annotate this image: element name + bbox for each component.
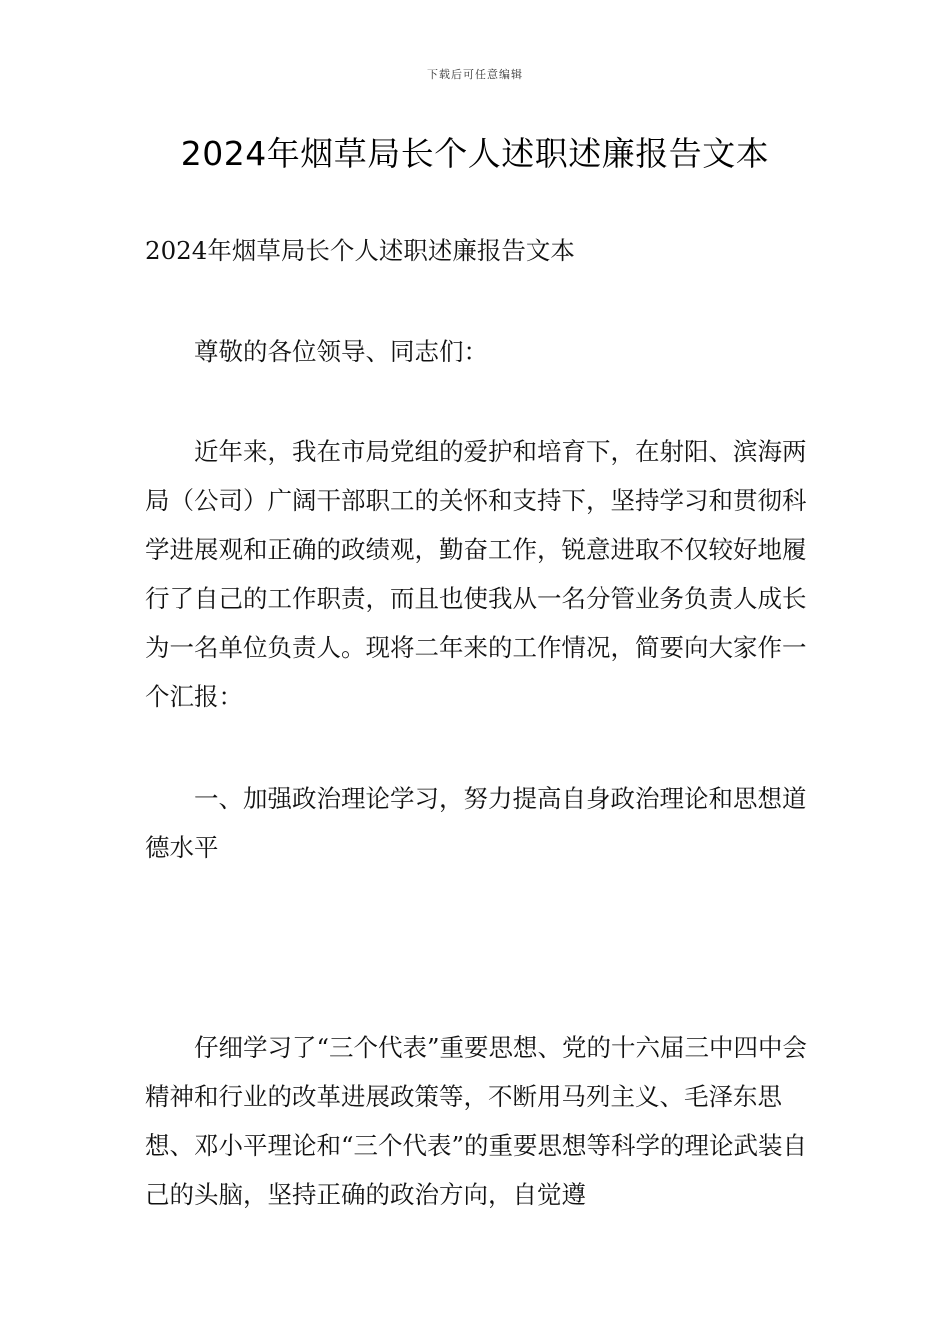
section-1-heading [145, 774, 810, 872]
paragraph-1 [145, 427, 810, 721]
paragraph-1-text: 近年来，我在市局党组的爱护和培育下，在射阳、滨海两局（公司）广阔干部职工的关怀和支持下，坚持学习和贯彻科学进展观和正确的政绩观，勤奋工作，锐意进取不仅较好地履行了自己的工作职责，而且也使我从一名分管业务负责人成长为一名单位负责人。现将二年来的工作情况，简要向大家作一个汇报： [145, 437, 807, 711]
paragraph-2-text: 仔细学习了“三个代表”重要思想、党的十六届三中四中会精神和行业的改革进展政策等，不断用马列主义、毛泽东思想、邓小平理论和“三个代表”的重要思想等科学的理论武装自己的头脑，坚持正确的政治方向，自觉遵 [145, 1033, 808, 1209]
greeting [145, 327, 810, 376]
document-title: 2024年烟草局长个人述职述廉报告文本 [180, 134, 770, 173]
document-subtitle [145, 226, 810, 275]
greeting-text: 尊敬的各位领导、同志们： [194, 337, 488, 366]
paragraph-2 [145, 1023, 810, 1219]
page-header-note: 下载后可任意编辑 [427, 68, 523, 81]
section-1-heading-text: 一、加强政治理论学习，努力提高自身政治理论和思想道德水平 [145, 784, 807, 862]
subtitle-text: 2024年烟草局长个人述职述廉报告文本 [145, 236, 575, 265]
